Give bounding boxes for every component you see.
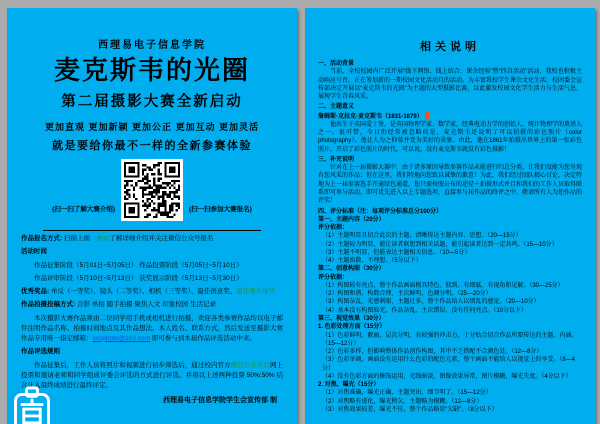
school-name: 西理易电子信息学院	[98, 40, 206, 51]
submission-tail: 即可参与到本届作品评选活动中来。	[150, 334, 256, 342]
xuan-emblem-icon	[10, 384, 54, 424]
poster-subtitle: 第二届摄影大赛全新启动	[61, 93, 243, 110]
slogan-line-2: 就是要给你最不一样的全新参赛体验	[52, 139, 252, 152]
doc-line-para: 针对在上一届摄影大赛中，由于诸多原因导致参赛作品未能进行归总分类，让我们没能为您呈现有您风采的作品；但在这里，我们特地向您致以诚挚的歉意！为此，我们经过团队精心讨论，决定特地为上一届参赛选手开通绿色通道，您只需按照公布的途径＋拍摄形式并且和我们的工作人员取得联系即可参与活动，即可优先进入以上专题选项，直接参与届作品的终评之中，敬请所有人为您作品的评奖！	[318, 165, 583, 205]
red-marker	[425, 112, 429, 119]
notes-page	[305, 8, 595, 424]
doc-line-item: （2）主题较为明显，能让读者联想到相关话题，能引起读者达到一定共鸣。（15—10分）	[322, 241, 558, 248]
qr-caption-left: (扫一扫了解大赛介绍)	[52, 205, 115, 213]
doc-line-item: （4）没有色彩方面的修饰运用，光线暗淡，图像效果异常，图片模糊，曝光失度。（4分以下）	[322, 373, 572, 380]
notes-title: 相关说明	[420, 41, 480, 53]
doc-line-para: 他出生于英国爱丁堡，是英国物理学家、数学家，经典电动力学的创始人，统计物理学的奠基人之一。很可惜，今日仍经常被忽略的是，麦克斯韦还说明了可以拍摄的彩色照片（color photography）。他让人为之仰慕并变为美好的景象。由此，他在1861年拍摄出世界上的第一张彩色照片，开启了彩色照片的时代。可以说，没有麦克斯韦就没有彩色摄影！	[318, 121, 583, 153]
poster-page	[7, 8, 297, 424]
style-text: 合影 单拍 随手拍摄 聚焦人文 印象校园 生活记录	[75, 301, 217, 309]
doc-line-item: （2）对焦略有虚化，曝光稍欠、主题略为模糊。（12—8分）	[322, 398, 483, 405]
signup-highlight: 二维码	[89, 235, 110, 243]
doc-line-item: （2）构图和谐、构数合理、主次鲜明、色调分明。（25—20分）	[322, 291, 492, 298]
prizes-text: 单反（一等奖）、镜头（二等奖）、相机（三等奖）、最佳创意奖、	[49, 288, 237, 296]
rules-title: 作品评选规则	[21, 348, 60, 356]
publisher-credit: 西理易电子信息学院学生会宣传部 制	[163, 396, 277, 404]
doc-line-item: （3）对焦效果较差，曝光不佳，整个作品略显“欠缺”。（8分以下）	[322, 406, 498, 413]
doc-line-item: （1）色彩鲜明、靓丽、层次分明、有较强的冲击力，十分贴合切合作品所要传达的主题、内涵。（15—12分）	[322, 332, 578, 347]
rules-pre: 作品征集后，工作人员将照片和视频进行初步筛选后，通过校内官方	[34, 361, 231, 369]
doc-line-line: 评分依据：	[318, 274, 349, 281]
doc-line-line: 评分依据：	[318, 225, 349, 232]
divider-line	[43, 230, 261, 231]
qr-row	[21, 159, 283, 221]
schedule-line-1: 作品征集阶段（5月01日~5月05日） 作品投票阶段（5月05日~5月10日）	[34, 261, 243, 269]
submission-lead: 本次摄影大赛作品须由二位同学用手机或相机进行拍摄，欢迎各类参赛作品均以电子邮件注明作品名称、拍摄时间地点及其作品想法、本人姓名、联系方式，然后发送至摄影大赛作品专用唯一指定邮箱：	[21, 314, 283, 342]
doc-line-line: 第一、主题内容（20分）	[318, 216, 385, 223]
doc-line-item: （3）主题不明显，但能表达主题相关信息。（10—5分）	[322, 249, 471, 256]
doc-line-line: 第三、视觉效果（30分）	[318, 315, 385, 322]
doc-line-item: （1）构图较有亮点，整个作品画面极具特色、独到、有细腻、有视角和见解。（30—25分）	[322, 282, 564, 289]
qr-caption-right: (扫一扫参加大赛报名)	[189, 205, 252, 213]
notes-body	[318, 60, 582, 414]
style-line	[21, 300, 283, 310]
poster-title: 麦克斯韦的光圈	[53, 55, 250, 85]
rules-post: 网上投票和邀请老师和同学组成评委会评选的方式进行评选，并将以上述两种投票 50%:50% 结合计入最终成绩进行最终评定。	[21, 361, 284, 389]
prizes-line	[21, 287, 283, 297]
schedule-line-2: 作品评审阶段（5月10日~5月13日） 获奖展示阶段（5月13日~5月30日）	[34, 274, 243, 282]
doc-line-line: 1. 色彩处理方面（15分）	[318, 324, 386, 331]
rules-highlight: 微信公众平台	[230, 361, 270, 369]
doc-line-heading: 三、补充说明	[318, 156, 355, 163]
qr-code	[121, 159, 183, 221]
doc-line-item: （4）基本没有构图取光，作品杂乱、主次错误、没有任何亮点。（10分以下）	[322, 307, 528, 314]
signup-pre: 扫描上面	[62, 235, 90, 243]
signup-label: 作品报名方式:	[21, 235, 63, 243]
submission-email-link[interactable]: xxxphoto@163.com	[92, 334, 151, 342]
doc-line-subheading: 詹姆斯·克拉克·麦克斯韦（1831-1879）	[318, 112, 582, 121]
doc-line-para: 当前，全校校园内广泛开展“线下网络、线上结合、课余经验”暨“四自活动”活动，我校也积极主动响应号召，正在筹划新的一期校园文化活动月的活动。为丰富我校学生课余文化生活，校团委会宣传部决定开展以“麦克斯韦的光圈”为主题的大型摄影比赛，以此激发校园文化学生活力与生活气息，展现学生青春风采。	[318, 69, 583, 101]
schedule-title: 活动时间	[21, 248, 47, 256]
prizes-label: 优秀奖品:	[21, 288, 50, 296]
signup-post: 了解详细介绍并关注微信公众号报名	[109, 235, 214, 243]
signup-line	[21, 234, 283, 244]
doc-line-heading: 一、活动背景	[318, 61, 355, 67]
doc-line-item: （1）对焦准确，曝光正确、主题突出，细节明了。（15—12分）	[322, 390, 492, 397]
doc-line-item: （4）主题涣散，不理想。（5分以下）	[322, 258, 422, 265]
submission-paragraph	[21, 314, 283, 344]
doc-line-heading: 二、主题意义	[318, 104, 355, 111]
doc-line-item: （1）主题明显且切合此次的主题，清晰传达主题内容、思想。（20—15分）	[322, 233, 522, 240]
doc-line-item: （3）色彩单调，画面没有运用什么色彩的配色元素，整个画面不能给人以视觉上的享受。（8—4分）	[322, 357, 576, 372]
doc-line-item: （2）色彩多样，但影响整体作品创作构图，其中不乏搭配不合颜色处。（12—8分）	[322, 349, 543, 356]
doc-line-line: 第二、创意构图（30分）	[318, 266, 385, 273]
rules-paragraph	[21, 361, 283, 391]
style-label: 作品拍摄投稿方式:	[21, 301, 76, 309]
prizes-highlight: 最佳观众缘奖	[236, 288, 276, 296]
slogan-line-1: 更加直观 更加新颖 更加公正 更加互动 更加灵活	[44, 121, 259, 132]
doc-line-line: 2. 对焦、曝光（15分）	[318, 382, 380, 389]
doc-line-heading: 四、评分标准（注：每项评分标准总分100分）	[318, 208, 443, 215]
doc-line-item: （3）构图杂乱、光感刺眼、主题过多，整个作品给人以烦乱的感觉。（20—10分）	[322, 299, 540, 306]
